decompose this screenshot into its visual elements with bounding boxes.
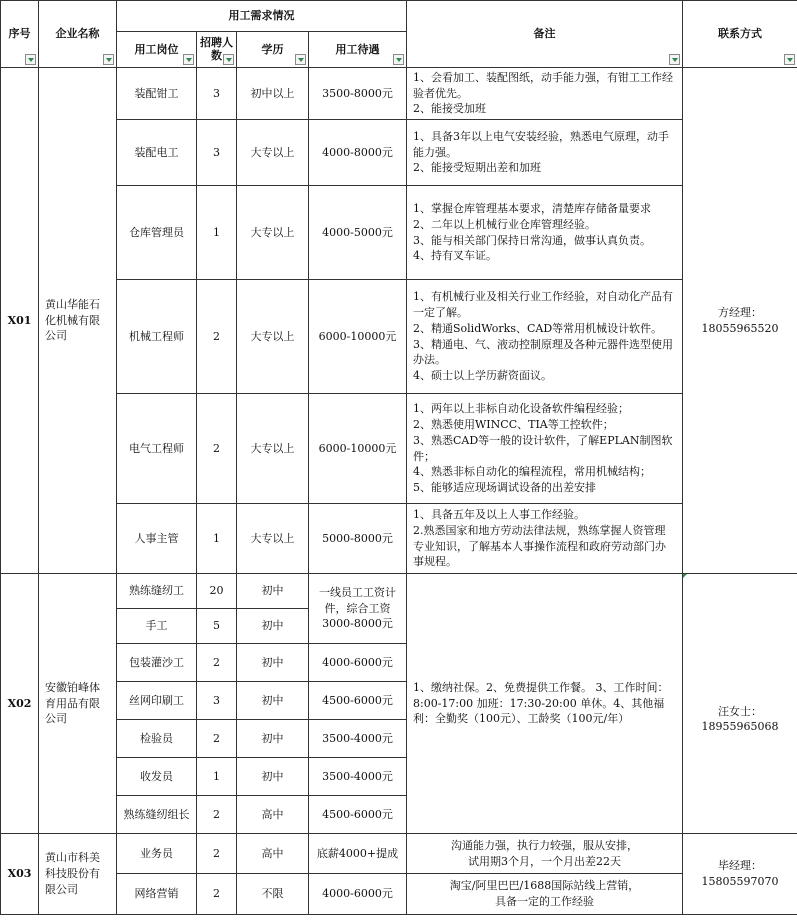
count-cell: 3 <box>197 68 237 120</box>
salary-cell: 6000-10000元 <box>309 280 407 394</box>
notes-cell: 沟通能力强，执行力较强，服从安排， 试用期3个月，一个月出差22天 <box>407 834 683 874</box>
contact-cell <box>683 574 797 834</box>
contact-cell: 方经理： 18055965520 <box>683 68 797 574</box>
header-position: 用工岗位 <box>117 32 197 68</box>
company-name-cell: 黄山市科美科技股份有限公司 <box>39 834 117 915</box>
education-cell: 大专以上 <box>237 280 309 394</box>
education-cell: 大专以上 <box>237 504 309 574</box>
filter-dropdown-contact[interactable] <box>784 54 795 65</box>
filter-dropdown-seq[interactable] <box>25 54 36 65</box>
seq-cell: X02 <box>1 574 39 834</box>
education-cell: 初中 <box>237 682 309 720</box>
table-row <box>1 574 797 609</box>
education-cell: 初中 <box>237 574 309 609</box>
contact-text: 汪女士： 18955965068 <box>701 704 779 734</box>
filter-dropdown-notes[interactable] <box>669 54 680 65</box>
count-cell: 2 <box>197 644 237 682</box>
notes-cell: 1、两年以上非标自动化设备软件编程经验； 2、熟悉使用WINCC、TIA等工控软件； 3、熟悉CAD等一般的设计软件，了解EPLAN制图软件； 4、熟悉非标自动化的编程流程，常用机械结构； 5、能够适应现场调试设备的出差安排 <box>407 394 683 504</box>
table-row <box>1 834 797 874</box>
salary-cell: 4000-5000元 <box>309 186 407 280</box>
position-cell: 仓库管理员 <box>117 186 197 280</box>
position-cell: 机械工程师 <box>117 280 197 394</box>
count-cell: 3 <box>197 120 237 186</box>
header-company: 企业名称 <box>39 1 117 68</box>
education-cell: 初中 <box>237 720 309 758</box>
salary-cell: 3500-4000元 <box>309 758 407 796</box>
notes-cell-shared: 1、缴纳社保。2、免费提供工作餐。 3、工作时间：8:00-17:00 加班：17:30-20:00 单休。4、其他福利：全勤奖（100元）、工龄奖（100元/年） <box>407 574 683 834</box>
salary-cell-shared: 一线员工工资计件，综合工资3000-8000元 <box>309 574 407 644</box>
seq-cell: X03 <box>1 834 39 915</box>
table-row <box>1 280 797 394</box>
count-cell: 2 <box>197 280 237 394</box>
education-cell: 高中 <box>237 834 309 874</box>
table-row <box>1 504 797 574</box>
notes-cell: 1、具备五年及以上人事工作经验。 2.熟悉国家和地方劳动法律法规，熟练掌握人资管理专业知识，了解基本人事操作流程和政府劳动部门办事规程。 <box>407 504 683 574</box>
salary-cell: 4000-6000元 <box>309 644 407 682</box>
position-cell: 业务员 <box>117 834 197 874</box>
table-row <box>1 874 797 915</box>
seq-cell: X01 <box>1 68 39 574</box>
position-cell: 丝网印刷工 <box>117 682 197 720</box>
position-cell: 人事主管 <box>117 504 197 574</box>
education-cell: 初中以上 <box>237 68 309 120</box>
notes-cell: 淘宝/阿里巴巴/1688国际站线上营销， 具备一定的工作经验 <box>407 874 683 915</box>
count-cell: 2 <box>197 720 237 758</box>
education-cell: 初中 <box>237 644 309 682</box>
header-education: 学历 <box>237 32 309 68</box>
count-cell: 20 <box>197 574 237 609</box>
position-cell: 装配电工 <box>117 120 197 186</box>
notes-cell: 1、掌握仓库管理基本要求，清楚库存储备量要求 2、二年以上机械行业仓库管理经验。 3、能与相关部门保持日常沟通，做事认真负责。 4、持有叉车证。 <box>407 186 683 280</box>
salary-cell: 底薪4000+提成 <box>309 834 407 874</box>
salary-cell: 4500-6000元 <box>309 682 407 720</box>
company-name-cell: 黄山华能石化机械有限公司 <box>39 68 117 574</box>
notes-cell: 1、有机械行业及相关行业工作经验，对自动化产品有一定了解。 2、精通SolidWorks、CAD等常用机械设计软件。 3、精通电、气、液动控制原理及各种元器件选型使用办法。 4、硕士以上学历薪资面议。 <box>407 280 683 394</box>
header-seq: 序号 <box>1 1 39 68</box>
header-recruit-count: 招聘人数 <box>197 32 237 68</box>
header-contact: 联系方式 <box>683 1 797 68</box>
education-cell: 大专以上 <box>237 394 309 504</box>
count-cell: 2 <box>197 874 237 915</box>
comment-marker <box>683 574 687 578</box>
table-row <box>1 394 797 504</box>
count-cell: 1 <box>197 186 237 280</box>
salary-cell: 5000-8000元 <box>309 504 407 574</box>
company-name-cell: 安徽铂峰体育用品有限公司 <box>39 574 117 834</box>
filter-dropdown-education[interactable] <box>295 54 306 65</box>
salary-cell: 4000-6000元 <box>309 874 407 915</box>
position-cell: 检验员 <box>117 720 197 758</box>
salary-cell: 4000-8000元 <box>309 120 407 186</box>
position-cell: 收发员 <box>117 758 197 796</box>
salary-cell: 3500-4000元 <box>309 720 407 758</box>
position-cell: 装配钳工 <box>117 68 197 120</box>
notes-cell: 1、会看加工、装配图纸，动手能力强，有钳工工作经验者优先。 2、能接受加班 <box>407 68 683 120</box>
contact-cell: 毕经理： 15805597070 <box>683 834 797 915</box>
filter-dropdown-count[interactable] <box>223 54 234 65</box>
filter-dropdown-position[interactable] <box>183 54 194 65</box>
education-cell: 高中 <box>237 796 309 834</box>
count-cell: 3 <box>197 682 237 720</box>
count-cell: 5 <box>197 609 237 644</box>
position-cell: 熟练缝纫组长 <box>117 796 197 834</box>
count-cell: 2 <box>197 834 237 874</box>
position-cell: 手工 <box>117 609 197 644</box>
table-row <box>1 68 797 120</box>
header-demand-group: 用工需求情况 <box>117 1 407 32</box>
salary-cell: 6000-10000元 <box>309 394 407 504</box>
education-cell: 初中 <box>237 609 309 644</box>
education-cell: 大专以上 <box>237 120 309 186</box>
education-cell: 不限 <box>237 874 309 915</box>
count-cell: 2 <box>197 394 237 504</box>
position-cell: 熟练缝纫工 <box>117 574 197 609</box>
filter-dropdown-company[interactable] <box>103 54 114 65</box>
header-salary: 用工待遇 <box>309 32 407 68</box>
salary-cell: 4500-6000元 <box>309 796 407 834</box>
header-notes: 备注 <box>407 1 683 68</box>
position-cell: 电气工程师 <box>117 394 197 504</box>
position-cell: 包装灌沙工 <box>117 644 197 682</box>
notes-cell: 1、具备3年以上电气安装经验，熟悉电气原理，动手能力强。 2、能接受短期出差和加班 <box>407 120 683 186</box>
count-cell: 2 <box>197 796 237 834</box>
count-cell: 1 <box>197 504 237 574</box>
position-cell: 网络营销 <box>117 874 197 915</box>
table-row <box>1 186 797 280</box>
education-cell: 大专以上 <box>237 186 309 280</box>
table-row <box>1 120 797 186</box>
salary-cell: 3500-8000元 <box>309 68 407 120</box>
filter-dropdown-salary[interactable] <box>393 54 404 65</box>
count-cell: 1 <box>197 758 237 796</box>
education-cell: 初中 <box>237 758 309 796</box>
